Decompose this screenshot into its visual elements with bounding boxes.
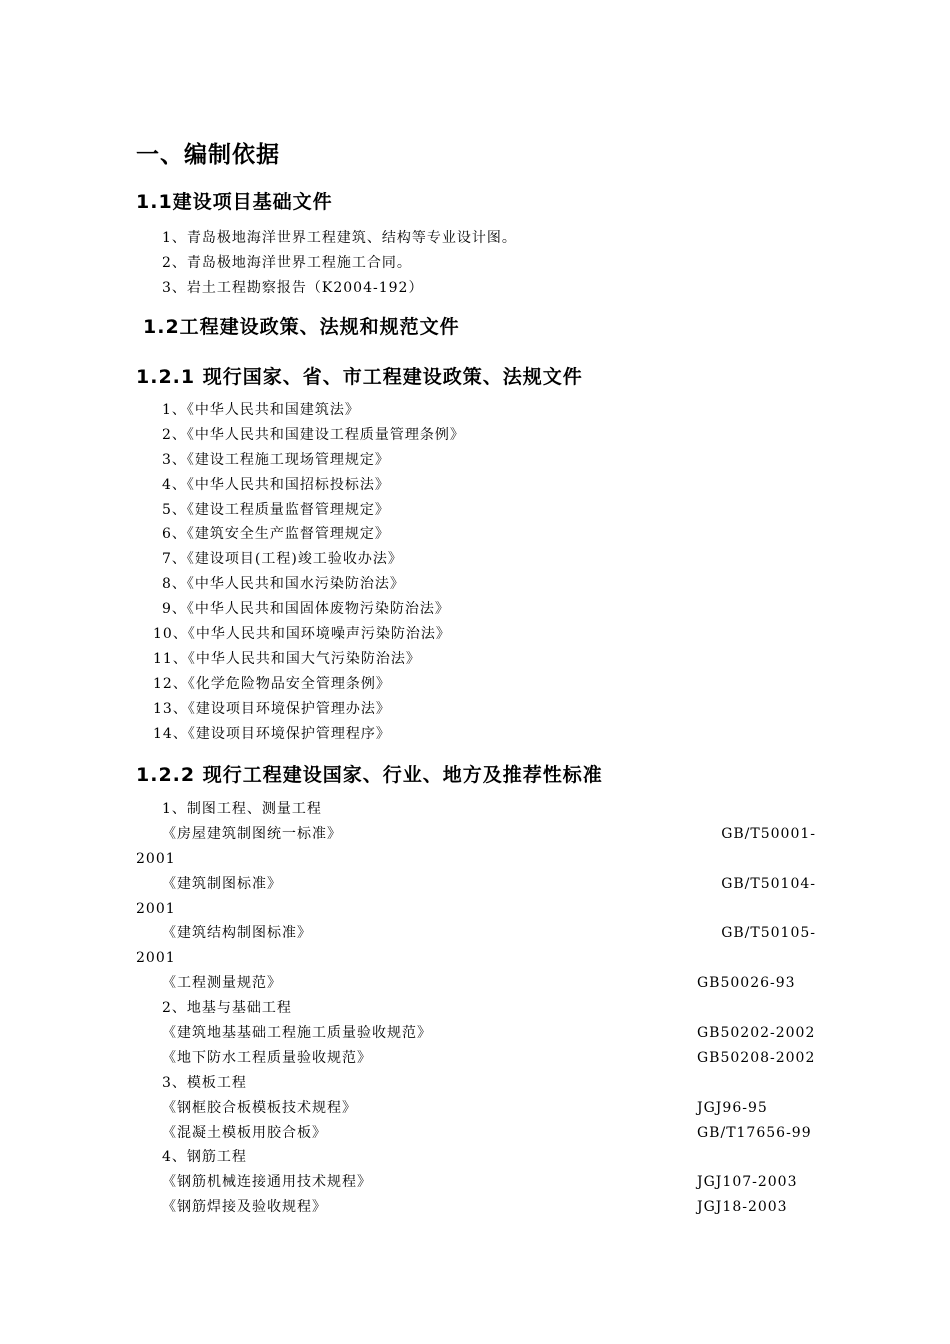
list-item: 14、《建设项目环境保护管理程序》 <box>153 725 391 742</box>
list-item: 7、《建设项目(工程)竣工验收办法》 <box>162 551 403 568</box>
standard-row <box>136 971 816 996</box>
standard-name: 《房屋建筑制图统一标准》 <box>162 825 342 842</box>
list-item: 13、《建设项目环境保护管理办法》 <box>153 700 391 717</box>
standard-code: JGJ107-2003 <box>697 1174 798 1191</box>
list-item: 11、《中华人民共和国大气污染防治法》 <box>153 650 421 667</box>
standard-code-wrap: 2001 <box>136 850 176 867</box>
standard-code-wrap: 2001 <box>136 900 176 917</box>
list-item: 5、《建设工程质量监督管理规定》 <box>162 501 390 518</box>
heading-1-2: 1.2工程建设政策、法规和规范文件 <box>143 316 460 338</box>
category-label: 4、钢筋工程 <box>162 1149 247 1166</box>
standard-code: JGJ18-2003 <box>697 1199 788 1216</box>
standard-code: GB/T50105- <box>721 925 816 942</box>
category-label: 2、地基与基础工程 <box>162 1000 292 1017</box>
standard-code: GB/T50104- <box>721 875 816 892</box>
list-item: 10、《中华人民共和国环境噪声污染防治法》 <box>153 626 451 643</box>
list-item: 12、《化学危险物品安全管理条例》 <box>153 675 391 692</box>
standard-name: 《钢筋焊接及验收规程》 <box>162 1199 327 1216</box>
category-label: 3、模板工程 <box>162 1074 247 1091</box>
standard-row <box>136 1195 816 1220</box>
heading-1-2-2: 1.2.2 现行工程建设国家、行业、地方及推荐性标准 <box>136 764 603 786</box>
list-item: 4、《中华人民共和国招标投标法》 <box>162 476 390 493</box>
standard-row <box>136 1121 816 1146</box>
list-item: 2、《中华人民共和国建设工程质量管理条例》 <box>162 426 465 443</box>
standard-row <box>136 1170 816 1195</box>
list-item: 3、《建设工程施工现场管理规定》 <box>162 451 390 468</box>
heading-1-2-1: 1.2.1 现行国家、省、市工程建设政策、法规文件 <box>136 366 583 388</box>
heading-1-1: 1.1建设项目基础文件 <box>136 191 333 213</box>
regulations-list <box>153 398 465 746</box>
list-item: 2、青岛极地海洋世界工程施工合同。 <box>162 254 412 271</box>
standard-row <box>136 1046 816 1071</box>
standard-name: 《工程测量规范》 <box>162 975 282 992</box>
category-label: 1、制图工程、测量工程 <box>162 801 322 817</box>
list-item: 9、《中华人民共和国固体废物污染防治法》 <box>162 601 450 618</box>
standard-name: 《钢框胶合板模板技术规程》 <box>162 1099 357 1116</box>
basic-docs-list <box>162 226 517 301</box>
standard-code: GB/T50001- <box>721 825 816 842</box>
standard-name: 《建筑地基基础工程施工质量验收规范》 <box>162 1025 432 1042</box>
standard-row <box>136 1096 816 1121</box>
standard-row <box>136 822 816 847</box>
standard-code: GB50202-2002 <box>697 1025 816 1042</box>
standard-row <box>136 921 816 946</box>
standard-code: GB/T17656-99 <box>697 1124 812 1141</box>
standard-row <box>136 872 816 897</box>
list-item: 8、《中华人民共和国水污染防治法》 <box>162 576 405 593</box>
list-item: 1、《中华人民共和国建筑法》 <box>162 402 360 418</box>
standard-name: 《混凝土模板用胶合板》 <box>162 1124 327 1141</box>
standard-code: JGJ96-95 <box>697 1099 768 1116</box>
list-item: 3、岩土工程勘察报告（K2004-192） <box>162 279 424 296</box>
standards-list <box>136 797 816 1220</box>
standard-name: 《钢筋机械连接通用技术规程》 <box>162 1174 372 1191</box>
standard-name: 《建筑制图标准》 <box>162 875 282 892</box>
standard-code: GB50026-93 <box>697 975 796 992</box>
standard-row <box>136 1021 816 1046</box>
section-title: 一、编制依据 <box>136 142 280 168</box>
list-item: 6、《建筑安全生产监督管理规定》 <box>162 526 390 543</box>
standard-name: 《地下防水工程质量验收规范》 <box>162 1049 372 1066</box>
standard-code: GB50208-2002 <box>697 1049 816 1066</box>
standard-name: 《建筑结构制图标准》 <box>162 925 312 942</box>
standard-code-wrap: 2001 <box>136 950 176 967</box>
list-item: 1、青岛极地海洋世界工程建筑、结构等专业设计图。 <box>162 230 517 246</box>
